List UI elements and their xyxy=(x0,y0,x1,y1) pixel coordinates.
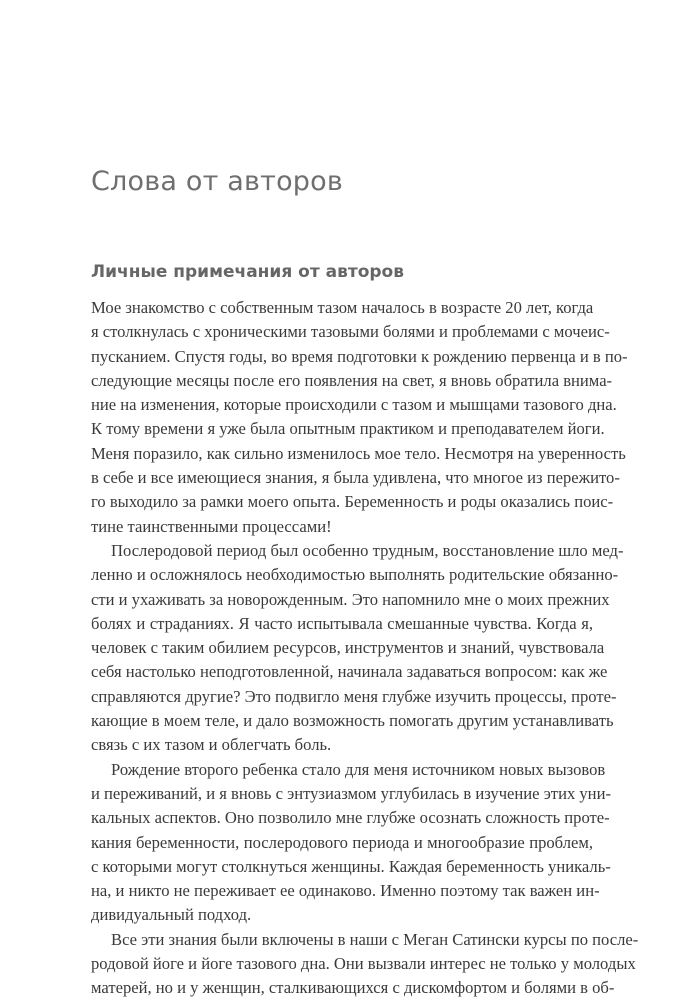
text-line: Меня поразило, как сильно изменилось мое тело. Несмотря на уверенность xyxy=(91,443,626,463)
text-line: в себе и все имеющиеся знания, я была удивлена, что многое из пережито- xyxy=(91,468,620,488)
text-line: ние на изменения, которые происходили с тазом и мышцами тазового дна. xyxy=(91,395,617,415)
text-line: Мое знакомство с собственным тазом началось в возрасте 20 лет, когда xyxy=(91,298,594,317)
text-line: дивидуальный подход. xyxy=(91,905,252,925)
text-line: с которыми могут столкнуться женщины. Каждая беременность уникаль- xyxy=(91,856,611,876)
text-line: кальных аспектов. Оно позволило мне глубже осознать сложность проте- xyxy=(91,808,610,828)
paragraph-4 xyxy=(91,928,639,1001)
text-line: человек с таким обилием ресурсов, инструментов и знаний, чувствовала xyxy=(91,638,605,658)
chapter-title: Слова от авторов xyxy=(91,166,343,197)
paragraph-1 xyxy=(91,296,628,539)
text-line: Послеродовой период был особенно трудным, восстановление шло мед- xyxy=(111,540,624,560)
text-line: К тому времени я уже была опытным практиком и преподавателем йоги. xyxy=(91,419,605,439)
text-line: тине таинственными процессами! xyxy=(91,516,332,536)
text-line: связь с их тазом и облегчать боль. xyxy=(91,735,332,755)
text-line: я столкнулась с хроническими тазовыми болями и проблемами с мочеис- xyxy=(91,322,610,342)
section-title: Личные примечания от авторов xyxy=(91,262,404,282)
text-line: пусканием. Спустя годы, во время подготовки к рождению первенца и в по- xyxy=(91,346,628,366)
text-line: ленно и осложнялось необходимостью выполнять родительские обязанно- xyxy=(91,565,619,585)
text-line: матерей, но и у женщин, сталкивающихся с дискомфортом и болями в об- xyxy=(91,978,615,998)
text-line: справляются другие? Это подвигло меня глубже изучить процессы, проте- xyxy=(91,686,617,706)
text-line: кания беременности, послеродового периода и многообразие проблем, xyxy=(91,832,593,852)
text-line: Рождение второго ребенка стало для меня источником новых вызовов xyxy=(111,759,606,779)
body-text xyxy=(91,296,639,1001)
text-line: родовой йоге и йоге тазового дна. Они вызвали интерес не только у молодых xyxy=(91,954,636,974)
paragraph-3 xyxy=(91,758,611,928)
text-line: на, и никто не переживает ее одинаково. Именно поэтому так важен ин- xyxy=(91,881,600,901)
text-line: себя настолько неподготовленной, начинала задаваться вопросом: как же xyxy=(91,662,608,682)
text-line: следующие месяцы после его появления на свет, я вновь обратила внима- xyxy=(91,370,613,390)
text-line: сти и ухаживать за новорожденным. Это напомнило мне о моих прежних xyxy=(91,589,610,609)
paragraph-2 xyxy=(91,539,624,758)
text-line: и переживаний, и я вновь с энтузиазмом углубилась в изучение этих уни- xyxy=(91,783,611,803)
text-line: го выходило за рамки моего опыта. Беременность и роды оказались поис- xyxy=(91,492,614,512)
text-line: болях и страданиях. Я часто испытывала смешанные чувства. Когда я, xyxy=(91,613,593,633)
text-line: Все эти знания были включены в наши с Меган Сатински курсы по после- xyxy=(111,929,639,949)
text-line: кающие в моем теле, и дало возможность помогать другим устанавливать xyxy=(91,711,614,731)
